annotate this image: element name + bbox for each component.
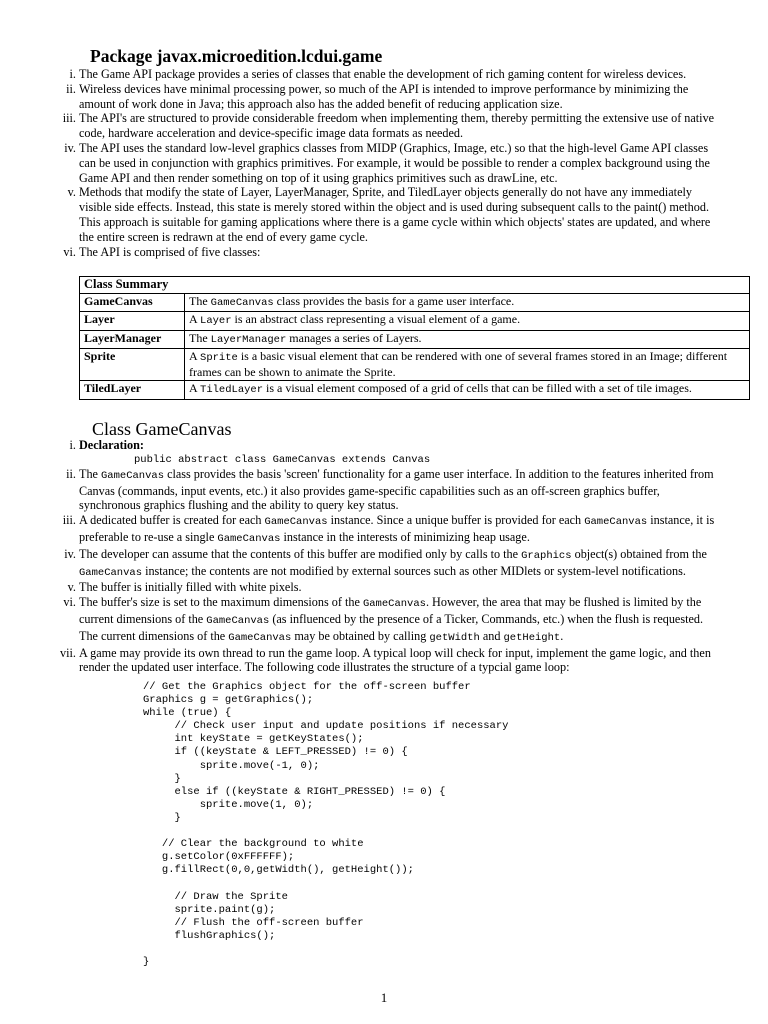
gamecanvas-list (79, 438, 724, 675)
class-desc-cell (185, 330, 750, 349)
gamecanvas-item (79, 595, 724, 645)
desc-text: class provides the basis for a game user interface. (273, 293, 515, 308)
desc-text: manages a series of Layers. (286, 330, 422, 345)
item-code: GameCanvas (79, 566, 143, 579)
item-code: GameCanvas (264, 516, 328, 529)
gamecanvas-item (79, 547, 724, 581)
class-name-cell: GameCanvas (80, 293, 185, 312)
class-summary-table (79, 276, 750, 400)
class-name-cell: TiledLayer (80, 381, 185, 400)
class-desc-cell (185, 381, 750, 400)
item-text: and (479, 628, 504, 643)
desc-code: GameCanvas (210, 296, 274, 309)
class-desc-cell (185, 349, 750, 381)
item-code: getWidth (429, 631, 480, 644)
intro-item: iv. The API uses the standard low-level graphics classes from MIDP (Graphics, Image, etc.) so that the high-level Game API classes can be used in conjunction with graphics primitives. For example, it would be possible to render a complex background using the Game API and then render something on top of it using graphics primitives such as drawLine, etc. (79, 141, 724, 185)
item-text: instance in the interests of minimizing heap usage. (280, 529, 530, 544)
desc-text: is a visual element composed of a grid of cells that can be filled with a set of tile images. (263, 381, 692, 395)
desc-text: A (189, 381, 201, 395)
gamecanvas-item (79, 513, 724, 547)
item-code: GameCanvas (206, 614, 270, 627)
intro-item: ii. Wireless devices have minimal processing power, so much of the API is intended to improve performance by minimizing the amount of work done in Java; this approach also has the added benefit of reducing application size. (79, 82, 724, 112)
table-row (80, 330, 750, 349)
class-name-cell: Layer (80, 312, 185, 331)
item-code: GameCanvas (584, 516, 648, 529)
declaration-code: public abstract class GameCanvas extends Canvas (134, 453, 431, 466)
desc-text: is a basic visual element that can be rendered with one of several frames stored in an Image; different frames can be shown to animate the Sprite. (189, 349, 728, 379)
class-desc-cell (185, 312, 750, 331)
table-header: Class Summary (80, 277, 750, 294)
table-row (80, 312, 750, 331)
class-name-cell: LayerManager (80, 330, 185, 349)
desc-text: The (189, 293, 211, 308)
item-text: The (79, 466, 101, 481)
item-text: The buffer's size is set to the maximum dimensions of the (79, 595, 363, 610)
desc-text: A (189, 349, 201, 363)
item-text: instance, it is preferable to re-use a single (79, 513, 715, 544)
desc-code: TiledLayer (200, 384, 264, 396)
package-heading: Package javax.microedition.lcdui.game (90, 46, 383, 66)
item-text: may be obtained by calling (291, 628, 430, 643)
gamecanvas-item: v. The buffer is initially filled with white pixels. (79, 580, 724, 595)
item-text: (as influenced by the presence of a Ticker, Commands, etc.) when the flush is requested. The current dimensions of the (79, 611, 704, 643)
desc-text: The (189, 330, 211, 345)
item-code: GameCanvas (228, 631, 292, 644)
table-row (80, 349, 750, 381)
item-code: GameCanvas (101, 469, 165, 482)
desc-text: A (189, 312, 201, 326)
item-text: object(s) obtained from the (571, 546, 707, 561)
page-number: 1 (380, 990, 388, 1005)
item-code: Graphics (521, 549, 572, 562)
item-text: A dedicated buffer is created for each (79, 513, 265, 528)
class-desc-cell (185, 293, 750, 312)
item-text: class provides the basis 'screen' functionality for a game user interface. In addition to the features inherited from Canvas (commands, input events, etc.) it also provides game-specific capabilities such as an off-screen graphics buffer, synchronous graphics flushing and the ability to query key status. (79, 466, 714, 513)
desc-code: Layer (200, 315, 232, 327)
class-name-cell: Sprite (80, 349, 185, 381)
desc-code: LayerManager (210, 333, 287, 346)
gamecanvas-item: vii. A game may provide its own thread to run the game loop. A typical loop will check for input, implement the game logic, and then render the updated user interface. The following code illustrates the structure of a typcial game loop: (79, 646, 724, 676)
intro-list (79, 67, 724, 259)
declaration-item (79, 438, 724, 467)
item-text: . However, the area that may be flushed is limited by the current dimensions of the (79, 595, 702, 626)
item-text: instance. Since a unique buffer is provided for each (327, 513, 585, 528)
item-code: GameCanvas (362, 598, 426, 611)
item-text: . (560, 628, 564, 643)
item-text: instance; the contents are not modified by external sources such as other MIDlets or system-level notifications. (142, 563, 686, 578)
intro-item: iii. The API's are structured to provide considerable freedom when implementing them, thereby permitting the extensive use of native code, hardware acceleration and device-specific image data formats as needed. (79, 111, 724, 141)
table-row (80, 293, 750, 312)
intro-item: i. The Game API package provides a series of classes that enable the development of rich gaming content for wireless devices. (79, 67, 724, 82)
desc-text: is an abstract class representing a visual element of a game. (231, 312, 521, 326)
gamecanvas-item (79, 467, 724, 513)
intro-item: vi. The API is comprised of five classes: (79, 245, 724, 260)
declaration-label: Declaration: (79, 438, 144, 452)
item-code: getHeight (503, 631, 561, 644)
class-heading: Class GameCanvas (92, 419, 232, 439)
table-row (80, 381, 750, 400)
desc-code: Sprite (200, 352, 238, 364)
item-code: GameCanvas (217, 532, 281, 545)
item-text: The developer can assume that the contents of this buffer are modified only by calls to the (79, 546, 522, 561)
intro-item: v. Methods that modify the state of Layer, LayerManager, Sprite, and TiledLayer objects generally do not have any immediately visible side effects. Instead, this state is merely stored within the object and is used during subsequent calls to the paint() method. This approach is suitable for gaming applications where there is a game cycle within which objects' states are updated, and where the entire screen is redrawn at the end of every game cycle. (79, 185, 724, 244)
table-header-row (80, 277, 750, 294)
game-loop-code: // Get the Graphics object for the off-screen buffer Graphics g = getGraphics(); while (true) { // Check user input and update positions if necessary int keyState = getKeyStates(); if ((keyState & LEFT_PRESSED) != 0) { sprite.move(-1, 0); } else if ((keyState & RIGHT_PRESSED) != 0) { sprite.move(1, 0); } // Clear the background to white g.setColor(0xFFFFFF); g.fillRect(0,0,getWidth(), getHeight()); // Draw the Sprite sprite.paint(g); // Flush the off-screen buffer flushGraphics(); } (143, 681, 509, 968)
